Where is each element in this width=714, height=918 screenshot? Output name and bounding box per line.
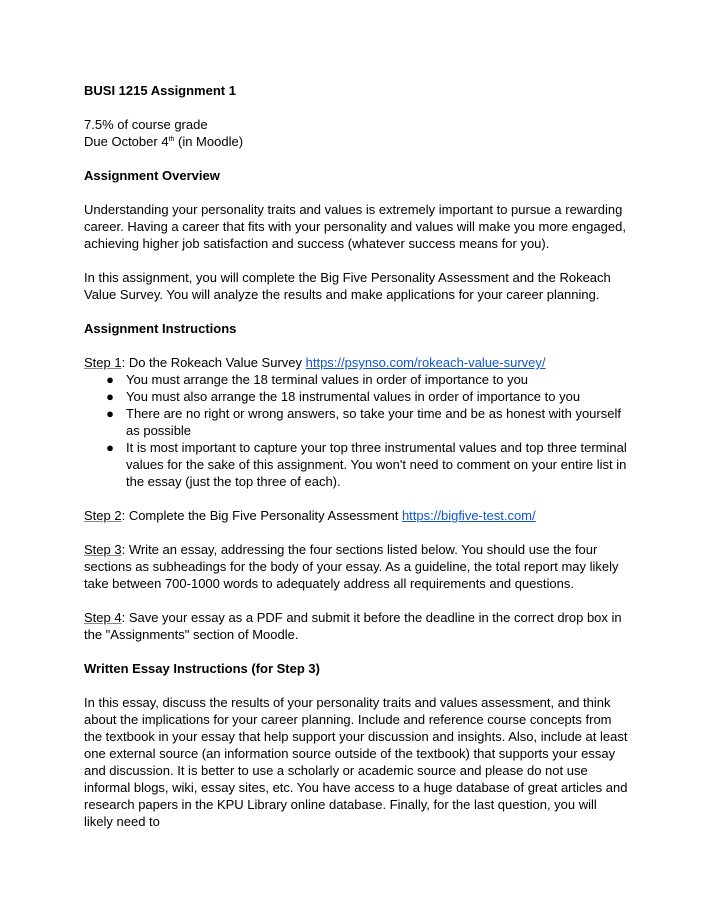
list-item bbox=[84, 405, 629, 439]
step-1 bbox=[84, 354, 629, 371]
grade-line: 7.5% of course grade bbox=[84, 117, 208, 132]
list-item-text: There are no right or wrong answers, so take your time and be as honest with yourself as possible bbox=[126, 406, 621, 438]
due-location: (in Moodle) bbox=[174, 134, 244, 149]
due-line bbox=[84, 134, 243, 149]
step-3-label: Step 3 bbox=[84, 542, 122, 557]
bullet-icon: ● bbox=[106, 406, 114, 421]
list-item-text: You must arrange the 18 terminal values in order of importance to you bbox=[126, 372, 529, 387]
list-item bbox=[84, 439, 629, 490]
list-item bbox=[84, 388, 629, 405]
document-body bbox=[84, 82, 629, 847]
step-1-label: Step 1 bbox=[84, 355, 122, 370]
grade-due-block bbox=[84, 116, 629, 150]
step-1-bullet-list bbox=[84, 371, 629, 490]
step-4 bbox=[84, 609, 629, 643]
essay-paragraph-1: In this essay, discuss the results of your personality traits and values assessment, and think about the implications for your career planning. Include and reference course concepts from the textbook in your essay that help support your discussion and insights. Also, include at least one external source (an information source outside of the textbook) that supports your essay and discussion. It is better to use a scholarly or academic source and please do not use informal blogs, wiki, essay sites, etc. You have access to a huge database of great articles and research papers in the KPU Library online database. Finally, for the last question, you will likely need to bbox=[84, 695, 628, 829]
due-date-suffix: th bbox=[168, 136, 175, 143]
overview-paragraph-2: In this assignment, you will complete the Big Five Personality Assessment and the Rokeach Value Survey. You will analyze the results and make applications for your career planning. bbox=[84, 270, 611, 302]
list-item-text: You must also arrange the 18 instrumental values in order of importance to you bbox=[126, 389, 581, 404]
step-2-text: : Complete the Big Five Personality Assessment bbox=[121, 508, 402, 523]
bigfive-test-link[interactable]: https://bigfive-test.com/ bbox=[401, 508, 536, 523]
step-1-text: : Do the Rokeach Value Survey bbox=[121, 355, 306, 370]
essay-heading: Written Essay Instructions (for Step 3) bbox=[84, 661, 320, 676]
step-3-text: : Write an essay, addressing the four sections listed below. You should use the four sections as subheadings for the body of your essay. As a guideline, the total report may likely take between 700-1000 words to adequately address all requirements and questions. bbox=[84, 542, 619, 591]
step-4-text: : Save your essay as a PDF and submit it before the deadline in the correct drop box in the "Assignments" section of Moodle. bbox=[84, 610, 622, 642]
bullet-icon: ● bbox=[106, 440, 114, 455]
overview-heading: Assignment Overview bbox=[84, 168, 220, 183]
step-2 bbox=[84, 507, 629, 524]
bullet-icon: ● bbox=[106, 389, 114, 404]
bullet-icon: ● bbox=[106, 372, 114, 387]
list-item bbox=[84, 371, 629, 388]
overview-paragraph-1: Understanding your personality traits and values is extremely important to pursue a rewarding career. Having a career that fits with your personality and values will make you more engaged, achieving higher job satisfaction and success (whatever success means for you). bbox=[84, 202, 626, 251]
document-title: BUSI 1215 Assignment 1 bbox=[84, 83, 236, 98]
due-date-text: Due October 4 bbox=[84, 134, 169, 149]
step-2-label: Step 2 bbox=[84, 508, 122, 523]
list-item-text: It is most important to capture your top three instrumental values and top three terminal values for the sake of this assignment. You won't need to comment on your entire list in the essay (just the top three of each). bbox=[126, 440, 627, 489]
step-4-label: Step 4 bbox=[84, 610, 122, 625]
instructions-heading: Assignment Instructions bbox=[84, 321, 237, 336]
rokeach-survey-link[interactable]: https://psynso.com/rokeach-value-survey/ bbox=[305, 355, 546, 370]
step-3 bbox=[84, 541, 629, 592]
